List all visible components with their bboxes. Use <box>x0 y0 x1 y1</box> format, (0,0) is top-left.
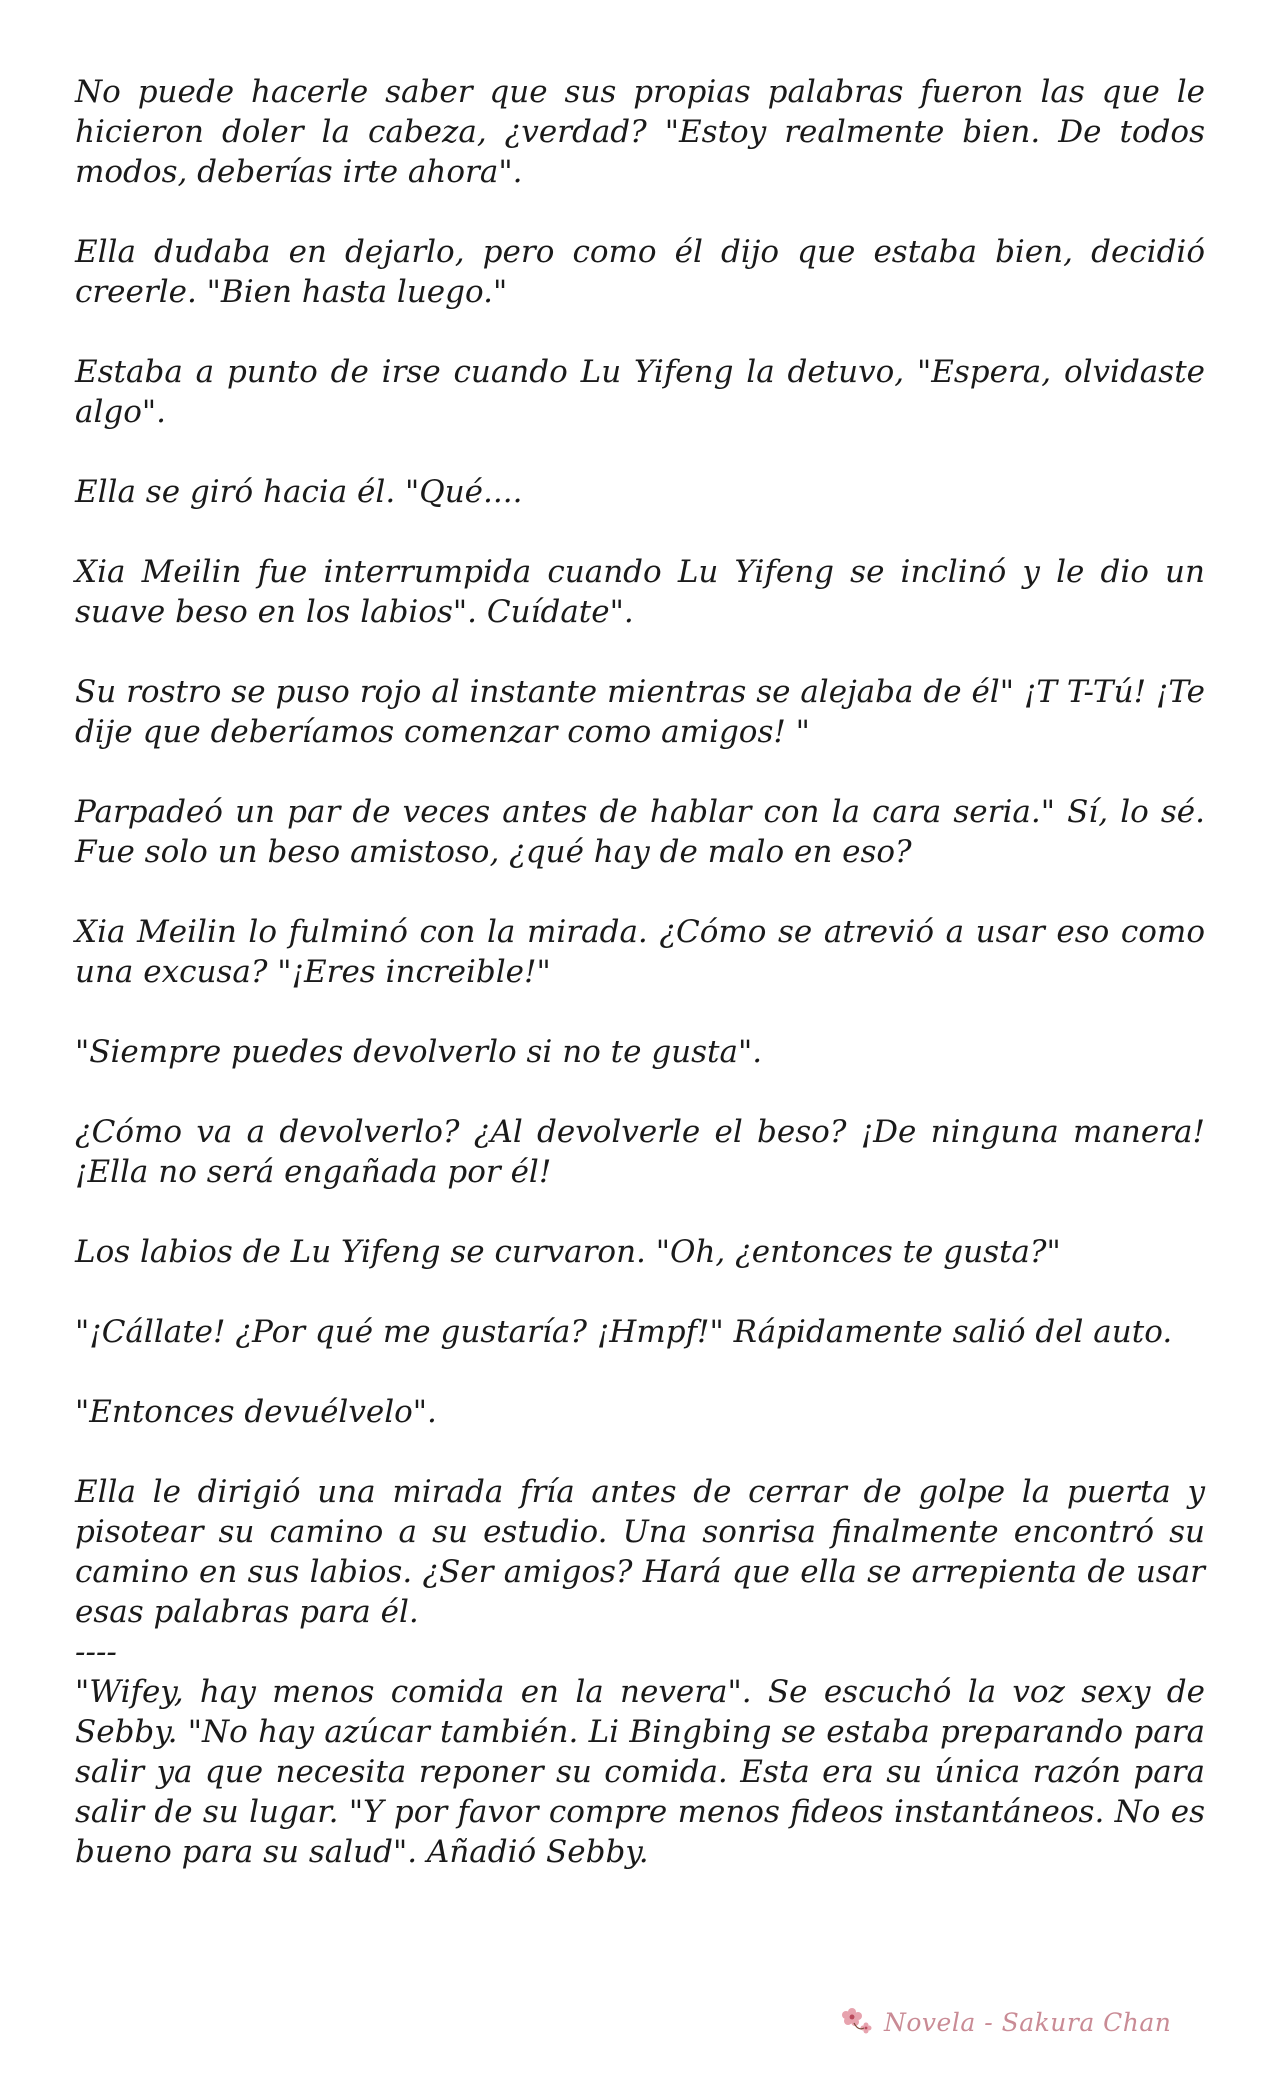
paragraph-2: Ella dudaba en dejarlo, pero como él dijo que estaba bien, decidió creerle. "Bien hasta luego." <box>75 234 1205 310</box>
section-separator: ---- <box>75 1634 117 1670</box>
paragraph-13: "Entonces devuélvelo". <box>75 1394 437 1430</box>
paragraph-8: Xia Meilin lo fulminó con la mirada. ¿Cómo se atrevió a usar eso como una excusa? "¡Eres increible!" <box>75 914 1205 990</box>
paragraph-5: Xia Meilin fue interrumpida cuando Lu Yifeng se inclinó y le dio un suave beso en los labios". Cuídate". <box>75 554 1205 630</box>
final-paragraph: "Wifey, hay menos comida en la nevera". Se escuchó la voz sexy de Sebby. "No hay azúcar también. Li Bingbing se estaba preparando para salir ya que necesita reponer su comida. Esta era su única razón para salir de su lugar. "Y por favor compre menos fideos instantáneos. No es bueno para su salud". Añadió Sebby. <box>75 1674 1205 1870</box>
document-body <box>75 72 1205 1872</box>
paragraph-4: Ella se giró hacia él. "Qué.... <box>75 474 523 510</box>
paragraph-7: Parpadeó un par de veces antes de hablar con la cara seria." Sí, lo sé. Fue solo un beso amistoso, ¿qué hay de malo en eso? <box>75 794 1205 870</box>
sakura-flower-icon <box>840 2005 874 2039</box>
paragraph-10: ¿Cómo va a devolverlo? ¿Al devolverle el beso? ¡De ninguna manera! ¡Ella no será engañada por él! <box>75 1114 1205 1190</box>
watermark-text: Novela - Sakura Chan <box>884 2007 1172 2037</box>
paragraph-12: "¡Cállate! ¿Por qué me gustaría? ¡Hmpf!" Rápidamente salió del auto. <box>75 1314 1173 1350</box>
watermark <box>840 2000 1220 2044</box>
paragraph-6: Su rostro se puso rojo al instante mientras se alejaba de él" ¡T T-Tú! ¡Te dije que deberíamos comenzar como amigos! " <box>75 674 1205 750</box>
paragraph-9: "Siempre puedes devolverlo si no te gusta". <box>75 1034 763 1070</box>
paragraph-11: Los labios de Lu Yifeng se curvaron. "Oh, ¿entonces te gusta?" <box>75 1234 1061 1270</box>
paragraph-14: Ella le dirigió una mirada fría antes de cerrar de golpe la puerta y pisotear su camino a su estudio. Una sonrisa finalmente encontró su camino en sus labios. ¿Ser amigos? Hará que ella se arrepienta de usar esas palabras para él. <box>75 1474 1205 1630</box>
paragraph-3: Estaba a punto de irse cuando Lu Yifeng la detuvo, "Espera, olvidaste algo". <box>75 354 1205 430</box>
paragraph-1: No puede hacerle saber que sus propias palabras fueron las que le hicieron doler la cabeza, ¿verdad? "Estoy realmente bien. De todos modos, deberías irte ahora". <box>75 74 1205 190</box>
